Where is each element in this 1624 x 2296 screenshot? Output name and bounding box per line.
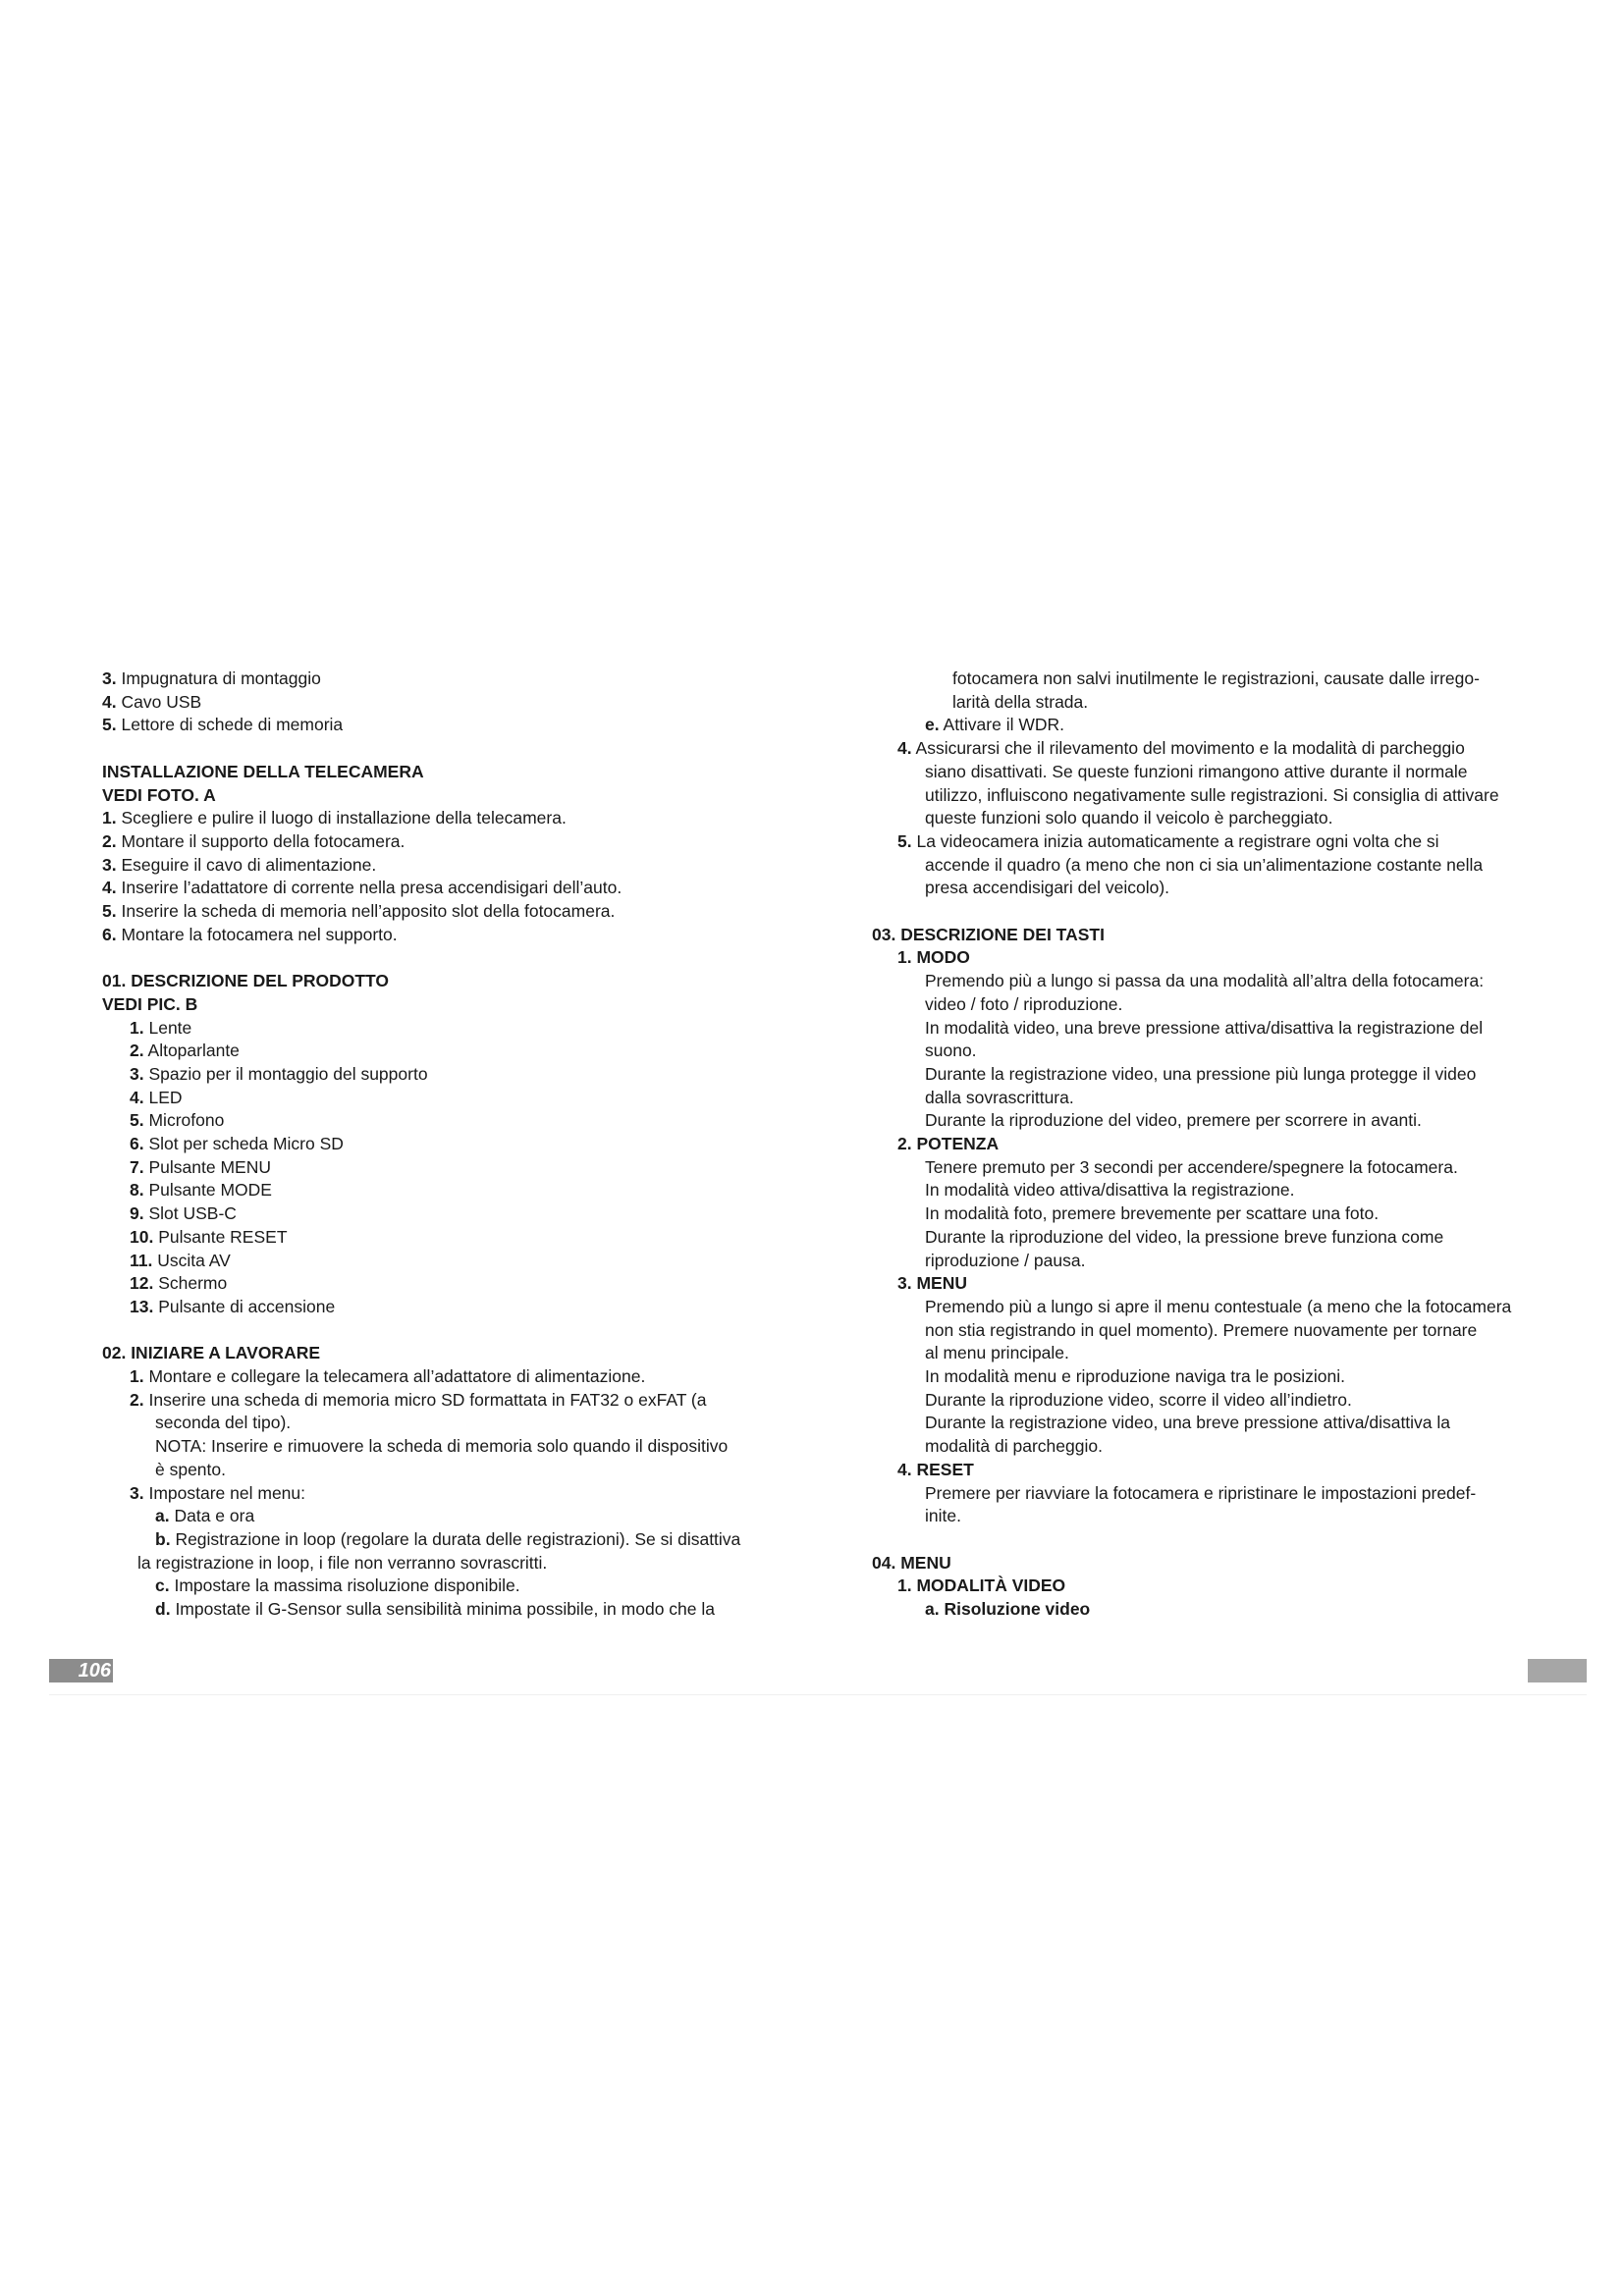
list-item-continuation: seconda del tipo). [155, 1413, 292, 1433]
list-item [102, 1179, 789, 1202]
list-item-continuation: queste funzioni solo quando il veicolo è parcheggiato. [925, 808, 1333, 828]
list-item [102, 691, 789, 715]
sub-list-item: c. Impostare la massima risoluzione disponibile. [155, 1575, 520, 1596]
list-item [102, 1109, 789, 1133]
description-line: In modalità video, una breve pressione attiva/disattiva la registrazione del [925, 1017, 1484, 1038]
list-item-text: Montare la fotocamera nel supporto. [121, 924, 398, 944]
list-item-continuation: accende il quadro (a meno che non ci sia un’alimentazione costante nella [925, 854, 1484, 875]
list-item [102, 807, 789, 830]
install-subheading: VEDI FOTO. A [102, 784, 216, 805]
description-line: inite. [925, 1506, 961, 1526]
product-description-subheading: VEDI PIC. B [102, 993, 198, 1014]
list-item-text: Schermo [158, 1273, 228, 1294]
sub-list-item-continuation: la registrazione in loop, i file non verranno sovrascritti. [137, 1552, 548, 1573]
list-item-number: 4. [130, 1087, 144, 1107]
list-item-text: LED [148, 1087, 183, 1107]
list-item-text: Montare il supporto della fotocamera. [121, 830, 406, 851]
list-item-number: 4. [102, 878, 117, 898]
list-item-number: 3. [102, 854, 117, 875]
description-line: Durante la registrazione video, una breve pressione attiva/disattiva la [925, 1413, 1451, 1433]
list-item-text: Inserire l’adattatore di corrente nella presa accendisigari dell’auto. [121, 878, 623, 898]
list-item-text: Altoparlante [147, 1041, 240, 1061]
menu-item-video-mode: 1. MODALITÀ VIDEO [897, 1575, 1066, 1596]
keys-description-heading: 03. DESCRIZIONE DEI TASTI [872, 924, 1105, 944]
list-item [102, 1202, 789, 1226]
accessory-list [102, 667, 789, 737]
list-item-number: 13. [130, 1296, 154, 1316]
list-item-number: 8. [130, 1180, 144, 1201]
note-text-continuation: è spento. [155, 1459, 226, 1479]
list-item-number: 1. [130, 1017, 144, 1038]
list-item-number: 6. [130, 1134, 144, 1154]
list-item-number: 6. [102, 924, 117, 944]
sub-list-item: a. Data e ora [155, 1506, 255, 1526]
sub-list-item: e. Attivare il WDR. [925, 715, 1064, 735]
list-item-number: 3. [102, 668, 117, 688]
key-heading-mode: 1. MODO [897, 947, 970, 968]
key-heading-menu: 3. MENU [897, 1273, 968, 1294]
list-item [102, 830, 789, 854]
description-line: al menu principale. [925, 1343, 1069, 1363]
sub-list-item-continuation: fotocamera non salvi inutilmente le registrazioni, causate dalle irrego- [952, 668, 1480, 688]
product-description-heading: 01. DESCRIZIONE DEL PRODOTTO [102, 971, 390, 991]
list-item: 3. Impostare nel menu: [130, 1482, 306, 1503]
list-item [102, 900, 789, 924]
key-heading-reset: 4. RESET [897, 1459, 974, 1479]
description-line: Durante la riproduzione del video, premere per scorrere in avanti. [925, 1110, 1422, 1131]
description-line: Premere per riavviare la fotocamera e ripristinare le impostazioni predef- [925, 1482, 1477, 1503]
list-item-text: Lente [148, 1017, 192, 1038]
list-item-text: Cavo USB [121, 691, 202, 712]
list-item-text: Scegliere e pulire il luogo di installazione della telecamera. [121, 808, 567, 828]
list-item-text: Pulsante di accensione [158, 1296, 336, 1316]
list-item-number: 11. [130, 1250, 153, 1270]
list-item-text: Spazio per il montaggio del supporto [148, 1063, 428, 1084]
description-line: riproduzione / pausa. [925, 1250, 1086, 1270]
list-item [102, 714, 789, 737]
product-parts-list [102, 1017, 789, 1319]
right-column [872, 667, 1549, 1622]
menu-subitem-video-resolution: a. Risoluzione video [925, 1599, 1091, 1620]
page-tab-right [1528, 1659, 1587, 1682]
list-item-number: 2. [130, 1041, 144, 1061]
list-item [102, 667, 789, 691]
menu-heading: 04. MENU [872, 1552, 951, 1573]
list-item [102, 1156, 789, 1180]
list-item [102, 1087, 789, 1110]
list-item [102, 1063, 789, 1087]
list-item-number: 7. [130, 1156, 144, 1177]
list-item-text: Lettore di schede di memoria [121, 715, 344, 735]
page-number: 106 [78, 1660, 111, 1682]
list-item-continuation: presa accendisigari del veicolo). [925, 878, 1170, 898]
key-description-reset [872, 1482, 1549, 1528]
list-item-text: Eseguire il cavo di alimentazione. [121, 854, 377, 875]
list-item [102, 877, 789, 900]
list-item: 1. Montare e collegare la telecamera all’adattatore di alimentazione. [130, 1366, 646, 1387]
description-line: Tenere premuto per 3 secondi per accendere/spegnere la fotocamera. [925, 1156, 1458, 1177]
list-item-text: Slot USB-C [148, 1203, 237, 1224]
description-line: video / foto / riproduzione. [925, 993, 1123, 1014]
description-line: dalla sovrascrittura. [925, 1087, 1074, 1107]
list-item-text: Pulsante MENU [148, 1156, 271, 1177]
install-list [102, 807, 789, 946]
note-text: NOTA: Inserire e rimuovere la scheda di memoria solo quando il dispositivo [155, 1436, 729, 1457]
description-line: In modalità video attiva/disattiva la registrazione. [925, 1180, 1295, 1201]
install-heading: INSTALLAZIONE DELLA TELECAMERA [102, 761, 424, 781]
description-line: Premendo più a lungo si passa da una modalità all’altra della fotocamera: [925, 971, 1485, 991]
list-item-number: 3. [130, 1063, 144, 1084]
list-item-number: 10. [130, 1226, 154, 1247]
list-item-number: 5. [102, 901, 117, 922]
list-item [102, 924, 789, 947]
list-item-text: Pulsante RESET [158, 1226, 288, 1247]
sub-list-item-continuation: larità della strada. [952, 691, 1089, 712]
description-line: modalità di parcheggio. [925, 1436, 1103, 1457]
list-item-continuation: utilizzo, influiscono negativamente sulle registrazioni. Si consiglia di attivare [925, 784, 1499, 805]
sub-list-item: b. Registrazione in loop (regolare la durata delle registrazioni). Se si disattiva [155, 1528, 741, 1549]
description-line: Durante la riproduzione video, scorre il video all’indietro. [925, 1389, 1352, 1410]
description-line: In modalità foto, premere brevemente per scattare una foto. [925, 1203, 1380, 1224]
list-item [102, 1250, 789, 1273]
key-description-menu [872, 1296, 1549, 1459]
list-item-number: 1. [102, 808, 117, 828]
list-item: 5. La videocamera inizia automaticamente a registrare ogni volta che si [897, 830, 1439, 851]
list-item [102, 1040, 789, 1063]
key-description-mode [872, 970, 1549, 1133]
list-item [102, 1296, 789, 1319]
key-description-power [872, 1156, 1549, 1273]
left-column [102, 667, 789, 1622]
key-heading-power: 2. POTENZA [897, 1134, 1000, 1154]
list-item [102, 854, 789, 878]
list-item-text: Uscita AV [157, 1250, 231, 1270]
list-item-text: Impugnatura di montaggio [121, 668, 321, 688]
description-line: Premendo più a lungo si apre il menu contestuale (a meno che la fotocamera [925, 1296, 1512, 1316]
list-item-number: 4. [102, 691, 117, 712]
footer-divider [49, 1694, 1587, 1695]
page-number-tab [49, 1659, 113, 1682]
description-line: Durante la registrazione video, una pressione più lunga protegge il video [925, 1063, 1477, 1084]
description-line: non stia registrando in quel momento). Premere nuovamente per tornare [925, 1319, 1478, 1340]
list-item-text: Pulsante MODE [148, 1180, 272, 1201]
list-item-continuation: siano disattivati. Se queste funzioni rimangono attive durante il normale [925, 761, 1468, 781]
list-item [102, 1226, 789, 1250]
description-line: Durante la riproduzione del video, la pressione breve funziona come [925, 1226, 1444, 1247]
list-item: 4. Assicurarsi che il rilevamento del movimento e la modalità di parcheggio [897, 738, 1465, 759]
list-item-number: 5. [102, 715, 117, 735]
list-item [102, 1017, 789, 1041]
list-item-number: 2. [102, 830, 117, 851]
list-item-text: Microfono [148, 1110, 225, 1131]
list-item [102, 1133, 789, 1156]
getting-started-heading: 02. INIZIARE A LAVORARE [102, 1343, 321, 1363]
description-line: suono. [925, 1041, 977, 1061]
list-item-number: 9. [130, 1203, 144, 1224]
description-line: In modalità menu e riproduzione naviga tra le posizioni. [925, 1366, 1346, 1387]
list-item-number: 12. [130, 1273, 154, 1294]
list-item-text: Inserire la scheda di memoria nell’apposito slot della fotocamera. [121, 901, 616, 922]
sub-list-item: d. Impostate il G-Sensor sulla sensibilità minima possibile, in modo che la [155, 1599, 715, 1620]
list-item-text: Slot per scheda Micro SD [148, 1134, 344, 1154]
list-item-number: 5. [130, 1110, 144, 1131]
list-item [102, 1272, 789, 1296]
list-item: 2. Inserire una scheda di memoria micro SD formattata in FAT32 o exFAT (a [130, 1389, 707, 1410]
